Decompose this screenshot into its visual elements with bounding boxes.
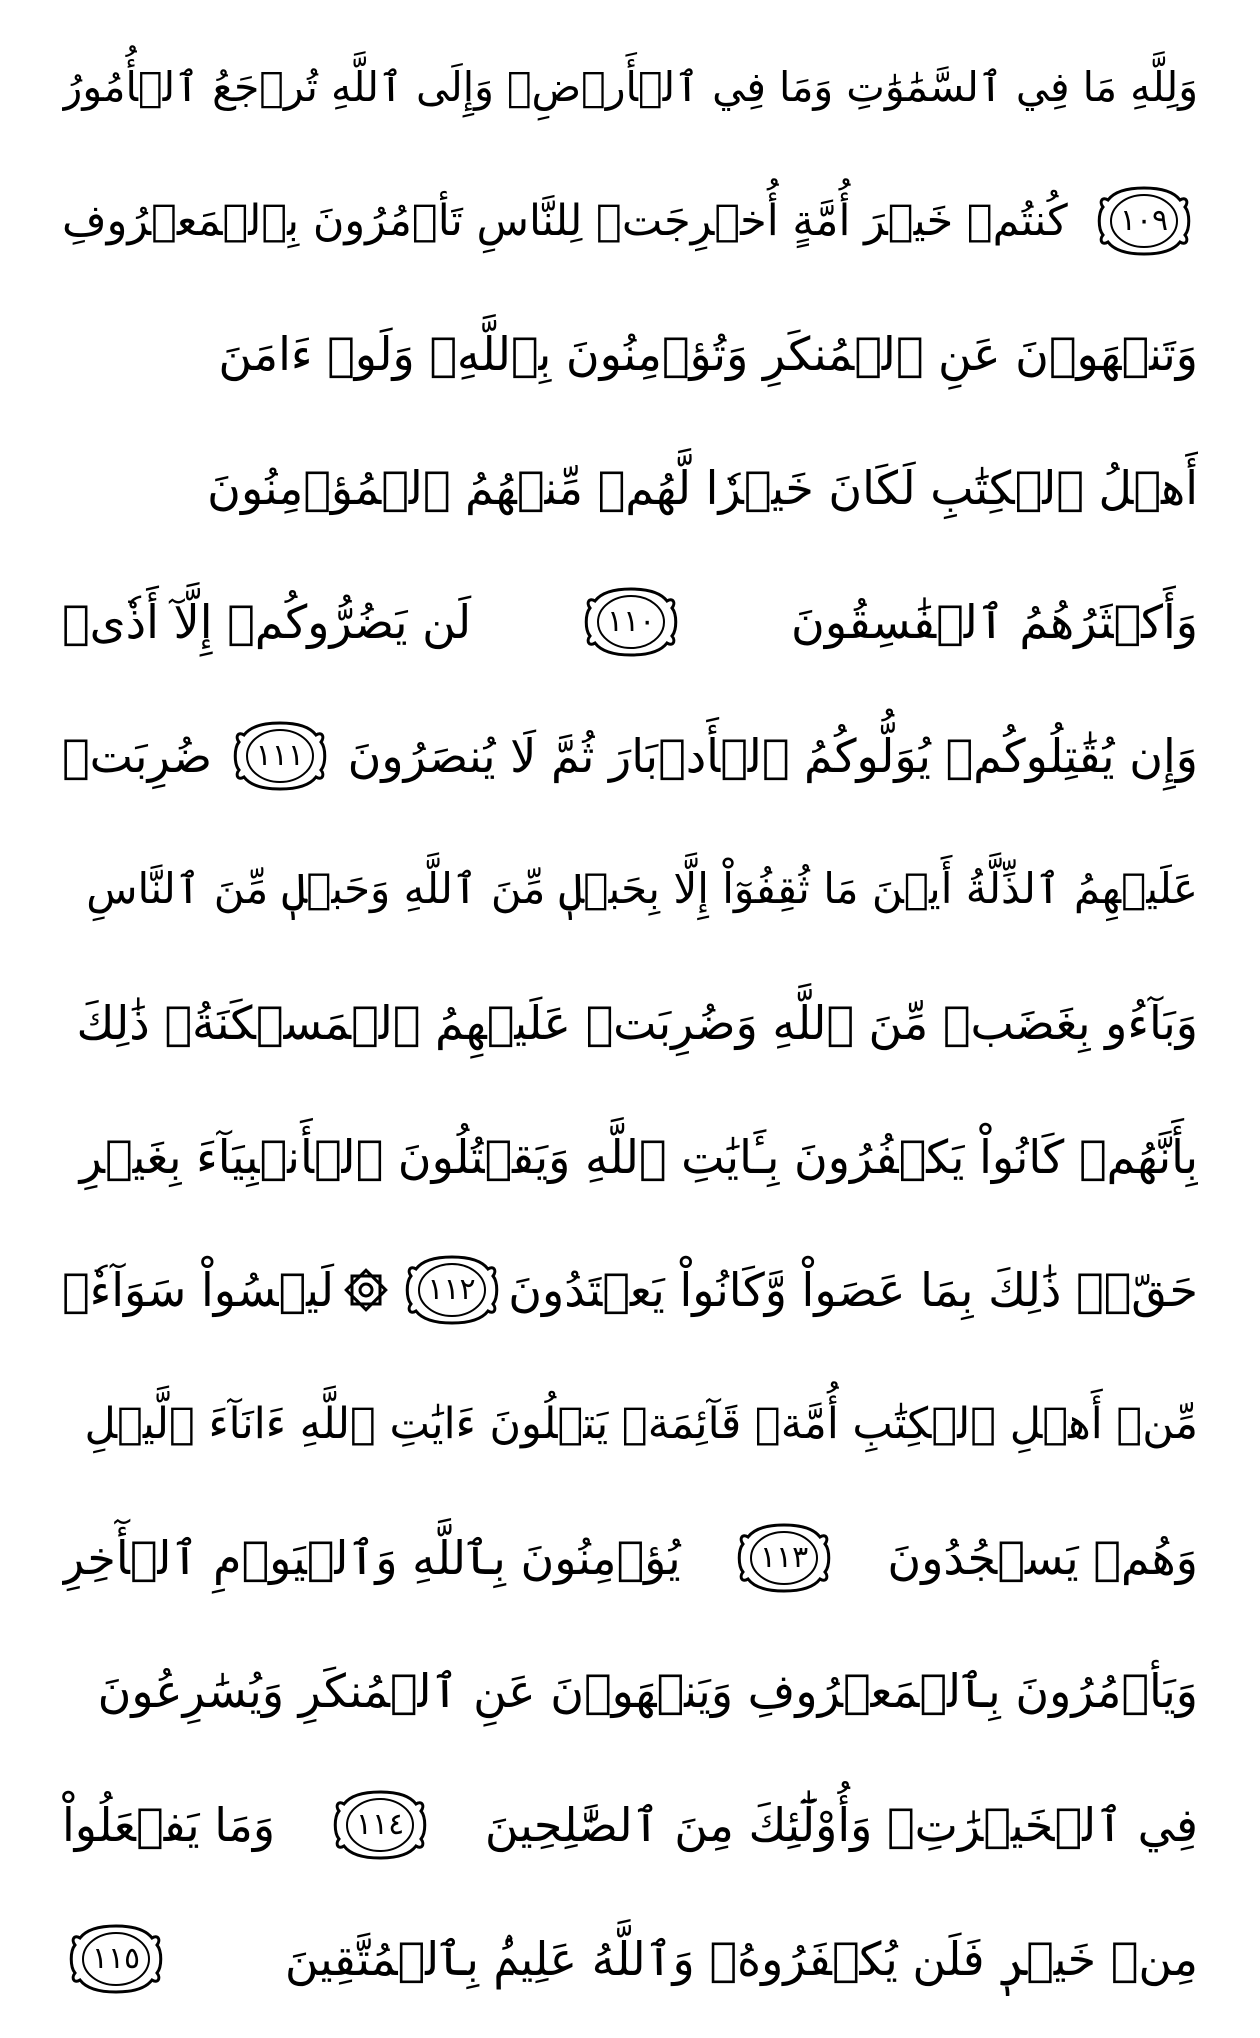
verse-text: وَيَأۡمُرُونَ بِٱلۡمَعۡرُوفِ وَيَنۡهَوۡنَ عَنِ ٱلۡمُنكَرِ وَيُسَٰرِعُونَ xyxy=(97,1664,1198,1719)
text-line xyxy=(62,1900,1198,2018)
text-line xyxy=(62,162,1198,280)
verse-text: فِي ٱلۡخَيۡرَٰتِۖ وَأُوْلَٰٓئِكَ مِنَ ٱلصَّٰلِحِينَ xyxy=(484,1798,1198,1853)
verse-text: لَن يَضُرُّوكُمۡ إِلَّآ أَذٗىۖ xyxy=(62,594,472,649)
verse-text: حَقّٖۚ ذَٰلِكَ بِمَا عَصَواْ وَّكَانُواْ يَعۡتَدُونَ xyxy=(508,1263,1198,1318)
verse-text: وَإِن يُقَٰتِلُوكُمۡ يُوَلُّوكُمُ ٱلۡأَدۡبَارَ ثُمَّ لَا يُنصَرُونَ xyxy=(347,728,1198,783)
ayah-number-marker xyxy=(404,1251,500,1329)
text-line xyxy=(62,1766,1198,1884)
ayah-number: ١١٣ xyxy=(759,1539,809,1575)
text-line xyxy=(62,563,1198,681)
rub-el-hizb-marker xyxy=(341,1265,391,1315)
verse-text: يُؤۡمِنُونَ بِٱللَّهِ وَٱلۡيَوۡمِ ٱلۡأٓخِرِ xyxy=(62,1530,681,1585)
ayah-number-marker xyxy=(232,717,328,795)
ayah-number-marker xyxy=(332,1786,428,1864)
ayah-number-marker xyxy=(68,1920,164,1998)
verse-text: وَتَنۡهَوۡنَ عَنِ ٱلۡمُنكَرِ وَتُؤۡمِنُونَ بِٱللَّهِۗ وَلَوۡ ءَامَنَ xyxy=(218,327,1198,382)
verse-text: أَهۡلُ ٱلۡكِتَٰبِ لَكَانَ خَيۡرٗا لَّهُمۚ مِّنۡهُمُ ٱلۡمُؤۡمِنُونَ xyxy=(207,461,1198,516)
text-line xyxy=(62,1632,1198,1750)
verse-text: كُنتُمۡ خَيۡرَ أُمَّةٍ أُخۡرِجَتۡ لِلنَّاسِ تَأۡمُرُونَ بِٱلۡمَعۡرُوفِ xyxy=(62,195,1068,246)
verse-text: وَلِلَّهِ مَا فِي ٱلسَّمَٰوَٰتِ وَمَا فِي ٱلۡأَرۡضِۚ وَإِلَى ٱللَّهِ تُرۡجَعُ ٱلۡأُمُورُ xyxy=(62,63,1198,111)
ayah-number-marker xyxy=(583,583,679,661)
verse-text: وَأَكۡثَرُهُمُ ٱلۡفَٰسِقُونَ xyxy=(791,594,1198,649)
text-line xyxy=(62,429,1198,547)
verse-text: عَلَيۡهِمُ ٱلذِّلَّةُ أَيۡنَ مَا ثُقِفُوٓاْ إِلَّا بِحَبۡلٖ مِّنَ ٱللَّهِ وَحَبۡلٖ مِّنَ ٱلنَّاسِ xyxy=(86,864,1198,914)
text-line xyxy=(62,1499,1198,1617)
text-line xyxy=(62,1231,1198,1349)
verse-text: بِأَنَّهُمۡ كَانُواْ يَكۡفُرُونَ بِـَٔايَٰتِ ٱللَّهِ وَيَقۡتُلُونَ ٱلۡأَنۢبِيَآءَ بِغَيۡرِ xyxy=(79,1129,1198,1184)
verse-text: وَهُمۡ يَسۡجُدُونَ xyxy=(887,1530,1198,1585)
ayah-number-marker xyxy=(736,1519,832,1597)
ayah-number: ١١٠ xyxy=(606,603,656,639)
text-line xyxy=(62,28,1198,146)
text-line xyxy=(62,1098,1198,1216)
verse-text: ضُرِبَتۡ xyxy=(62,728,213,783)
verse-text: لَيۡسُواْ سَوَآءٗۗ xyxy=(62,1263,335,1318)
verse-text: وَبَآءُو بِغَضَبٖ مِّنَ ٱللَّهِ وَضُرِبَتۡ عَلَيۡهِمُ ٱلۡمَسۡكَنَةُۚ ذَٰلِكَ xyxy=(76,995,1198,1050)
rub-el-hizb-icon xyxy=(341,1265,391,1315)
verse-text: مِنۡ خَيۡرٖ فَلَن يُكۡفَرُوهُۗ وَٱللَّهُ عَلِيمُۢ بِٱلۡمُتَّقِينَ xyxy=(284,1931,1198,1986)
ayah-number: ١١١ xyxy=(255,737,304,773)
text-line xyxy=(62,830,1198,948)
text-line xyxy=(62,295,1198,413)
ayah-number: ١٠٩ xyxy=(1119,202,1169,238)
text-line xyxy=(62,697,1198,815)
ayah-number: ١١٢ xyxy=(427,1272,476,1308)
verse-text: وَمَا يَفۡعَلُواْ xyxy=(62,1798,276,1853)
ayah-number: ١١٤ xyxy=(355,1807,405,1843)
quran-text-block xyxy=(62,28,1198,2018)
text-line xyxy=(62,1365,1198,1483)
verse-text: مِّنۡ أَهۡلِ ٱلۡكِتَٰبِ أُمَّةٞ قَآئِمَةٞ يَتۡلُونَ ءَايَٰتِ ٱللَّهِ ءَانَآءَ ٱلَّيۡلِ xyxy=(84,1399,1198,1450)
text-line xyxy=(62,964,1198,1082)
ayah-number: ١١٥ xyxy=(91,1940,141,1976)
ayah-number-marker xyxy=(1096,182,1192,260)
